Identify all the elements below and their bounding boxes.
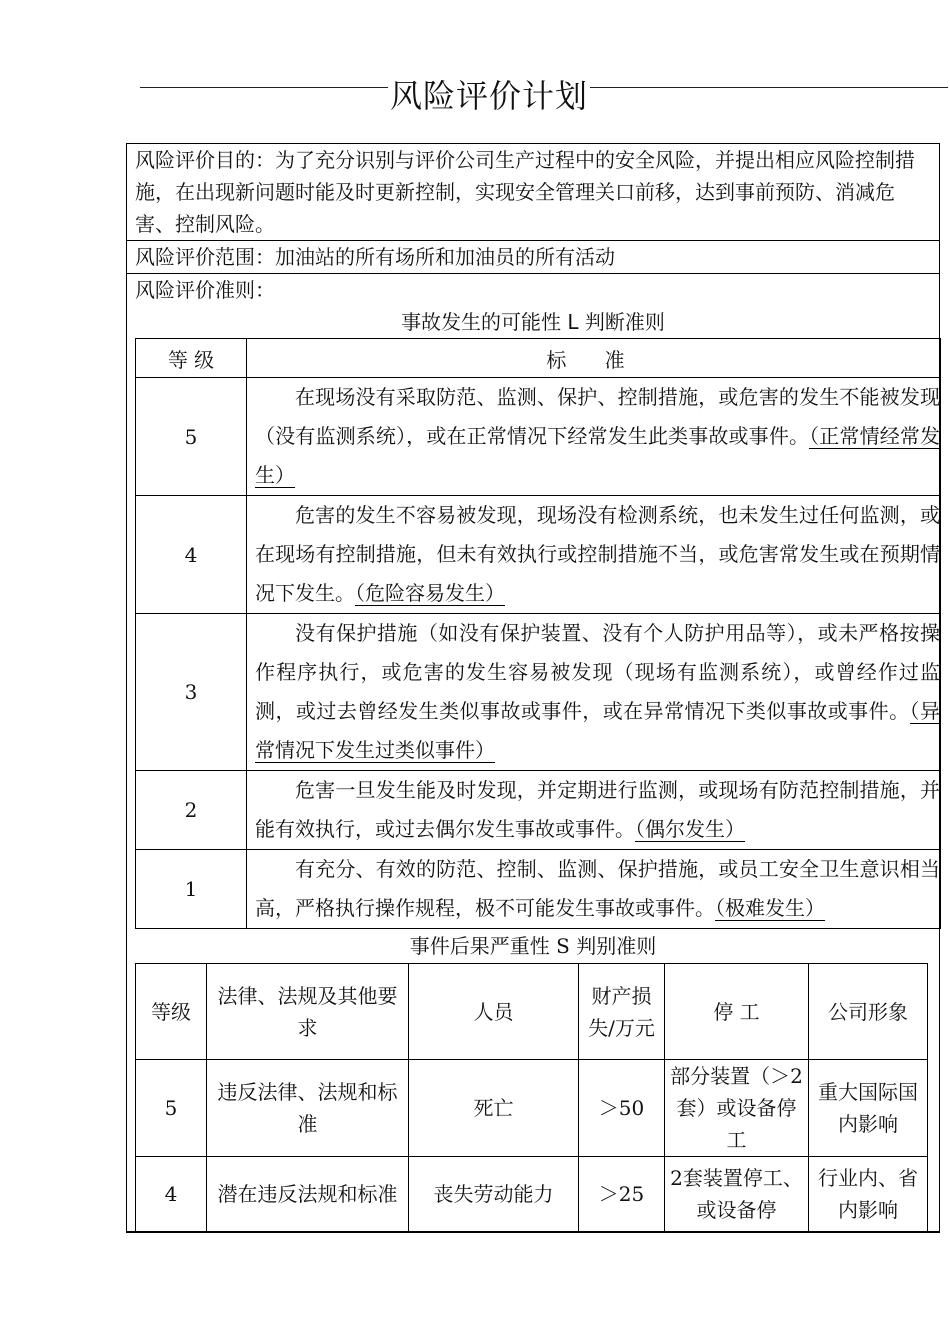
severity-shutdown: 部分装置（＞2套）或设备停工 — [665, 1060, 809, 1157]
likelihood-level: 2 — [136, 771, 247, 850]
severity-header-law: 法律、法规及其他要求 — [207, 964, 409, 1060]
severity-header-level: 等级 — [136, 964, 207, 1060]
likelihood-header-row — [136, 339, 941, 378]
likelihood-standard-text: 在现场没有采取防范、监测、保护、控制措施，或危害的发生不能被发现（没有监测系统），或在正常情况下经常发生此类事故或事件。 — [255, 385, 940, 448]
likelihood-standard — [247, 496, 941, 614]
likelihood-level: 3 — [136, 614, 247, 771]
table-row — [136, 496, 941, 614]
scope-section: 风险评价范围：加油站的所有场所和加油员的所有活动 — [127, 241, 939, 274]
severity-header-row — [136, 964, 928, 1060]
likelihood-standard — [247, 850, 941, 929]
likelihood-standard-tag: （正常情经常发生） — [255, 424, 941, 487]
likelihood-standard — [247, 771, 941, 850]
table-row — [136, 850, 941, 929]
severity-header-property: 财产损失/万元 — [579, 964, 665, 1060]
likelihood-standard-tag: （极难发生） — [715, 896, 825, 920]
likelihood-standard-tag: （危险容易发生） — [355, 581, 505, 605]
severity-shutdown: 2套装置停工、或设备停 — [665, 1157, 809, 1231]
table-row — [136, 1060, 928, 1157]
likelihood-standard-text: 没有保护措施（如没有保护装置、没有个人防护用品等），或未严格按操作程序执行，或危害的发生容易被发现（现场有监测系统），或曾经作过监测，或过去曾经发生类似事故或事件，或在异常情况下类似事故或事件。 — [255, 621, 940, 723]
likelihood-table — [135, 338, 941, 929]
criteria-section — [127, 274, 939, 306]
table-row — [136, 771, 941, 850]
likelihood-standard — [247, 614, 941, 771]
severity-caption: 事件后果严重性 S 判别准则 — [409, 934, 657, 958]
severity-image: 行业内、省内影响 — [809, 1157, 928, 1231]
severity-image: 重大国际国内影响 — [809, 1060, 928, 1157]
severity-personnel: 丧失劳动能力 — [409, 1157, 579, 1231]
table-row — [136, 614, 941, 771]
severity-level: 5 — [136, 1060, 207, 1157]
purpose-section: 风险评价目的：为了充分识别与评价公司生产过程中的安全风险，并提出相应风险控制措施，在出现新问题时能及时更新控制，实现安全管理关口前移，达到事前预防、消减危害、控制风险。 — [127, 144, 939, 241]
likelihood-standard-text: 危害一旦发生能及时发现，并定期进行监测，或现场有防范控制措施，并能有效执行，或过去偶尔发生事故或事件。 — [255, 778, 940, 841]
likelihood-standard — [247, 378, 941, 496]
likelihood-level: 4 — [136, 496, 247, 614]
criteria-label: 风险评价准则： — [135, 278, 275, 302]
likelihood-standard-tag: （异常情况下发生过类似事件） — [255, 699, 941, 762]
likelihood-level: 1 — [136, 850, 247, 929]
table-row — [136, 1157, 928, 1231]
likelihood-standard-text: 有充分、有效的防范、控制、监测、保护措施，或员工安全卫生意识相当高，严格执行操作规程，极不可能发生事故或事件。 — [255, 857, 940, 920]
likelihood-header-level: 等 级 — [136, 339, 247, 378]
severity-header-image: 公司形象 — [809, 964, 928, 1060]
page-title: 风险评价计划 — [388, 74, 590, 118]
likelihood-caption: 事故发生的可能性 L 判断准则 — [401, 310, 665, 334]
severity-header-shutdown: 停 工 — [665, 964, 809, 1060]
severity-personnel: 死亡 — [409, 1060, 579, 1157]
table-row — [136, 378, 941, 496]
likelihood-standard-text: 危害的发生不容易被发现，现场没有检测系统，也未发生过任何监测，或在现场有控制措施，但未有效执行或控制措施不当，或危害常发生或在预期情况下发生。 — [255, 503, 940, 605]
severity-level: 4 — [136, 1157, 207, 1231]
severity-property: ＞25 — [579, 1157, 665, 1231]
severity-header-personnel: 人员 — [409, 964, 579, 1060]
severity-table — [135, 963, 928, 1231]
likelihood-level: 5 — [136, 378, 247, 496]
risk-plan-frame — [126, 143, 940, 1233]
severity-law: 违反法律、法规和标准 — [207, 1060, 409, 1157]
likelihood-standard-tag: （偶尔发生） — [635, 817, 745, 841]
severity-law: 潜在违反法规和标准 — [207, 1157, 409, 1231]
severity-property: ＞50 — [579, 1060, 665, 1157]
likelihood-header-standard: 标 准 — [247, 339, 941, 378]
